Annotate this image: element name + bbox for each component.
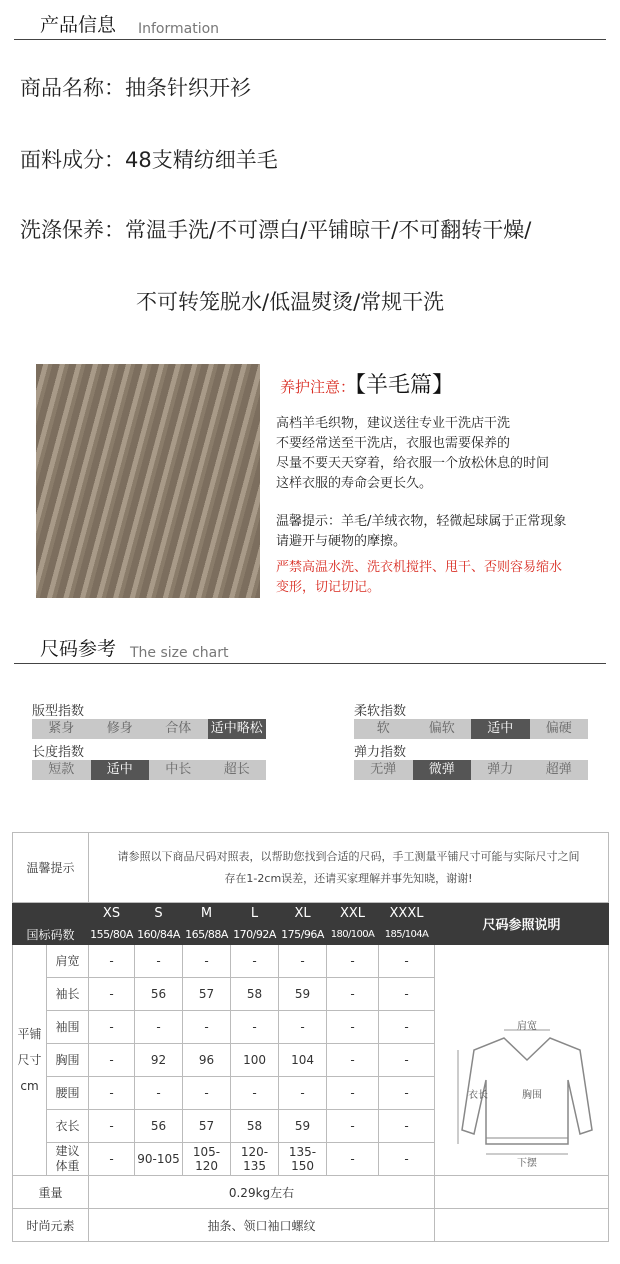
measure-name: 肩宽 xyxy=(47,945,89,978)
measure-value: - xyxy=(135,1011,183,1044)
care-paragraph-2 xyxy=(276,512,606,552)
index-option: 合体 xyxy=(165,721,192,736)
index-option: 中长 xyxy=(165,762,192,777)
index-option: 无弹 xyxy=(370,762,397,777)
measure-value: - xyxy=(379,978,435,1011)
index-option: 微弹 xyxy=(413,760,472,780)
index-option: 修身 xyxy=(106,721,133,736)
size-label: XL xyxy=(279,903,327,924)
soft-index-bar xyxy=(354,719,588,739)
intl-size: 185/104A xyxy=(379,924,435,945)
notice-line: 请参照以下商品尺码对照表，以帮助您找到合适的尺码，手工测量平铺尺寸可能与实际尺寸之间 xyxy=(117,849,580,863)
soft-index-label: 柔软指数 xyxy=(354,704,407,719)
washing-row: 洗涤保养：常温手洗/不可漂白/平铺晾干/不可翻转干燥/ xyxy=(20,218,532,242)
measure-value: - xyxy=(135,1077,183,1110)
measure-value: - xyxy=(183,1011,231,1044)
measure-value: - xyxy=(89,1044,135,1077)
intl-size: 180/100A xyxy=(327,924,379,945)
weight-value: 0.29kg左右 xyxy=(89,1176,435,1209)
measure-name: 建议 体重 xyxy=(47,1143,89,1176)
size-label: M xyxy=(183,903,231,924)
size-subtitle: The size chart xyxy=(130,645,229,661)
care-line: 请避开与硬物的摩擦。 xyxy=(276,534,407,549)
intl-size: 155/80A xyxy=(89,924,135,945)
care-line: 不要经常送至干洗店，衣服也需要保养的 xyxy=(276,436,511,451)
measure-value: 120-135 xyxy=(231,1143,279,1176)
style-label: 时尚元素 xyxy=(13,1209,89,1242)
index-option: 超弹 xyxy=(545,762,572,777)
index-option: 适中略松 xyxy=(208,719,267,739)
group-label-line: 尺寸 xyxy=(17,1053,42,1067)
index-option: 适中 xyxy=(471,719,530,739)
measure-value: - xyxy=(327,1077,379,1110)
index-option: 紧身 xyxy=(48,721,75,736)
intl-size: 160/84A xyxy=(135,924,183,945)
length-index-label: 长度指数 xyxy=(32,745,85,760)
index-option: 偏软 xyxy=(428,721,455,736)
care-line: 尽量不要天天穿着，给衣服一个放松休息的时间 xyxy=(276,456,550,471)
intl-size: 175/96A xyxy=(279,924,327,945)
intl-size: 165/88A xyxy=(183,924,231,945)
size-label: XXXL xyxy=(379,903,435,924)
measure-value: 57 xyxy=(183,978,231,1011)
style-value: 抽条、领口袖口螺纹 xyxy=(89,1209,435,1242)
measure-value: 96 xyxy=(183,1044,231,1077)
measure-value: - xyxy=(379,1143,435,1176)
info-subtitle: Information xyxy=(138,21,220,37)
measure-value: - xyxy=(231,1077,279,1110)
measure-value: 59 xyxy=(279,978,327,1011)
measure-value: 92 xyxy=(135,1044,183,1077)
measure-value: 56 xyxy=(135,978,183,1011)
elastic-index-bar xyxy=(354,760,588,780)
weight-blank xyxy=(435,1176,609,1209)
diagram-chest-label: 胸围 xyxy=(522,1090,542,1101)
measure-value: - xyxy=(231,945,279,978)
measure-value: - xyxy=(379,1077,435,1110)
size-label: S xyxy=(135,903,183,924)
measure-value: - xyxy=(327,1110,379,1143)
info-title: 产品信息 xyxy=(40,14,117,36)
measure-value: - xyxy=(327,978,379,1011)
measure-value: - xyxy=(231,1011,279,1044)
measure-value: - xyxy=(327,1044,379,1077)
measure-name: 腰围 xyxy=(47,1077,89,1110)
care-title-label: 养护注意： xyxy=(280,378,356,396)
measure-value: - xyxy=(89,1143,135,1176)
weight-label: 重量 xyxy=(13,1176,89,1209)
measure-value: - xyxy=(89,1077,135,1110)
intl-size: 170/92A xyxy=(231,924,279,945)
measure-value: - xyxy=(89,978,135,1011)
measure-value: - xyxy=(135,945,183,978)
measure-value: - xyxy=(89,945,135,978)
care-warning xyxy=(276,558,606,598)
care-line: 这样衣服的寿命会更长久。 xyxy=(276,476,433,491)
measure-value: - xyxy=(279,1077,327,1110)
group-label-line: cm xyxy=(20,1079,39,1093)
measure-value: 105-120 xyxy=(183,1143,231,1176)
washing-row-cont: 不可转笼脱水/低温熨烫/常规干洗 xyxy=(136,290,445,314)
group-label-line: 平铺 xyxy=(17,1027,42,1041)
measure-value: - xyxy=(379,1110,435,1143)
notice-label: 温馨提示 xyxy=(13,833,89,903)
info-section-header xyxy=(14,10,606,40)
size-title: 尺码参考 xyxy=(40,638,117,660)
measure-value: 100 xyxy=(231,1044,279,1077)
measure-value: - xyxy=(279,1011,327,1044)
diagram-shoulder-label: 肩宽 xyxy=(517,1021,537,1032)
size-label: XXL xyxy=(327,903,379,924)
index-option: 弹力 xyxy=(487,762,514,777)
measure-value: - xyxy=(379,1011,435,1044)
index-option: 超长 xyxy=(223,762,250,777)
care-line: 变形，切记切记。 xyxy=(276,580,381,595)
fit-index-label: 版型指数 xyxy=(32,704,85,719)
size-header-blank xyxy=(13,903,89,924)
style-blank xyxy=(435,1209,609,1242)
measure-group-label xyxy=(13,945,47,1176)
care-paragraph-1 xyxy=(276,414,606,494)
fabric-swatch-image xyxy=(36,364,260,598)
measure-value: 59 xyxy=(279,1110,327,1143)
diagram-length-label: 衣长 xyxy=(468,1090,488,1101)
diagram-hem-label: 下摆 xyxy=(517,1158,537,1169)
notice-line: 存在1-2cm误差，还请买家理解并事先知晓，谢谢! xyxy=(224,871,473,885)
measure-value: - xyxy=(183,1077,231,1110)
size-guide-title: 尺码参照说明 xyxy=(435,903,609,945)
material-row: 面料成分：48支精纺细羊毛 xyxy=(20,148,278,172)
notice-text xyxy=(89,833,609,903)
care-title-category: 【羊毛篇】 xyxy=(355,373,455,398)
care-title xyxy=(280,368,454,399)
measure-value: - xyxy=(279,945,327,978)
measure-value: 104 xyxy=(279,1044,327,1077)
index-option: 软 xyxy=(376,721,390,736)
index-option: 适中 xyxy=(91,760,150,780)
measure-value: - xyxy=(327,1143,379,1176)
size-section-header xyxy=(14,634,606,664)
measure-value: 135-150 xyxy=(279,1143,327,1176)
measure-name: 胸围 xyxy=(47,1044,89,1077)
elastic-index-label: 弹力指数 xyxy=(354,745,407,760)
size-label: L xyxy=(231,903,279,924)
measure-value: 56 xyxy=(135,1110,183,1143)
size-label: XS xyxy=(89,903,135,924)
measure-value: 58 xyxy=(231,978,279,1011)
index-option: 偏硬 xyxy=(545,721,572,736)
intl-label: 国标码数 xyxy=(13,924,89,945)
care-line: 温馨提示：羊毛/羊绒衣物，轻微起球属于正常现象 xyxy=(276,514,567,529)
length-index-bar xyxy=(32,760,266,780)
measure-value: 57 xyxy=(183,1110,231,1143)
measure-value: 90-105 xyxy=(135,1143,183,1176)
care-line: 严禁高温水洗、洗衣机搅拌、甩干、否则容易缩水 xyxy=(276,560,563,575)
measure-value: - xyxy=(89,1011,135,1044)
measure-name: 袖长 xyxy=(47,978,89,1011)
fit-index-bar xyxy=(32,719,266,739)
measure-value: - xyxy=(327,945,379,978)
care-line: 高档羊毛织物，建议送往专业干洗店干洗 xyxy=(276,416,511,431)
measure-name: 衣长 xyxy=(47,1110,89,1143)
measure-value: - xyxy=(379,1044,435,1077)
measure-value: - xyxy=(379,945,435,978)
measure-value: - xyxy=(327,1011,379,1044)
product-name-row: 商品名称：抽条针织开衫 xyxy=(20,76,251,100)
measure-value: - xyxy=(89,1110,135,1143)
index-option: 短款 xyxy=(48,762,75,777)
sweater-diagram xyxy=(452,1020,602,1170)
measure-value: 58 xyxy=(231,1110,279,1143)
measure-name: 袖围 xyxy=(47,1011,89,1044)
measure-value: - xyxy=(183,945,231,978)
